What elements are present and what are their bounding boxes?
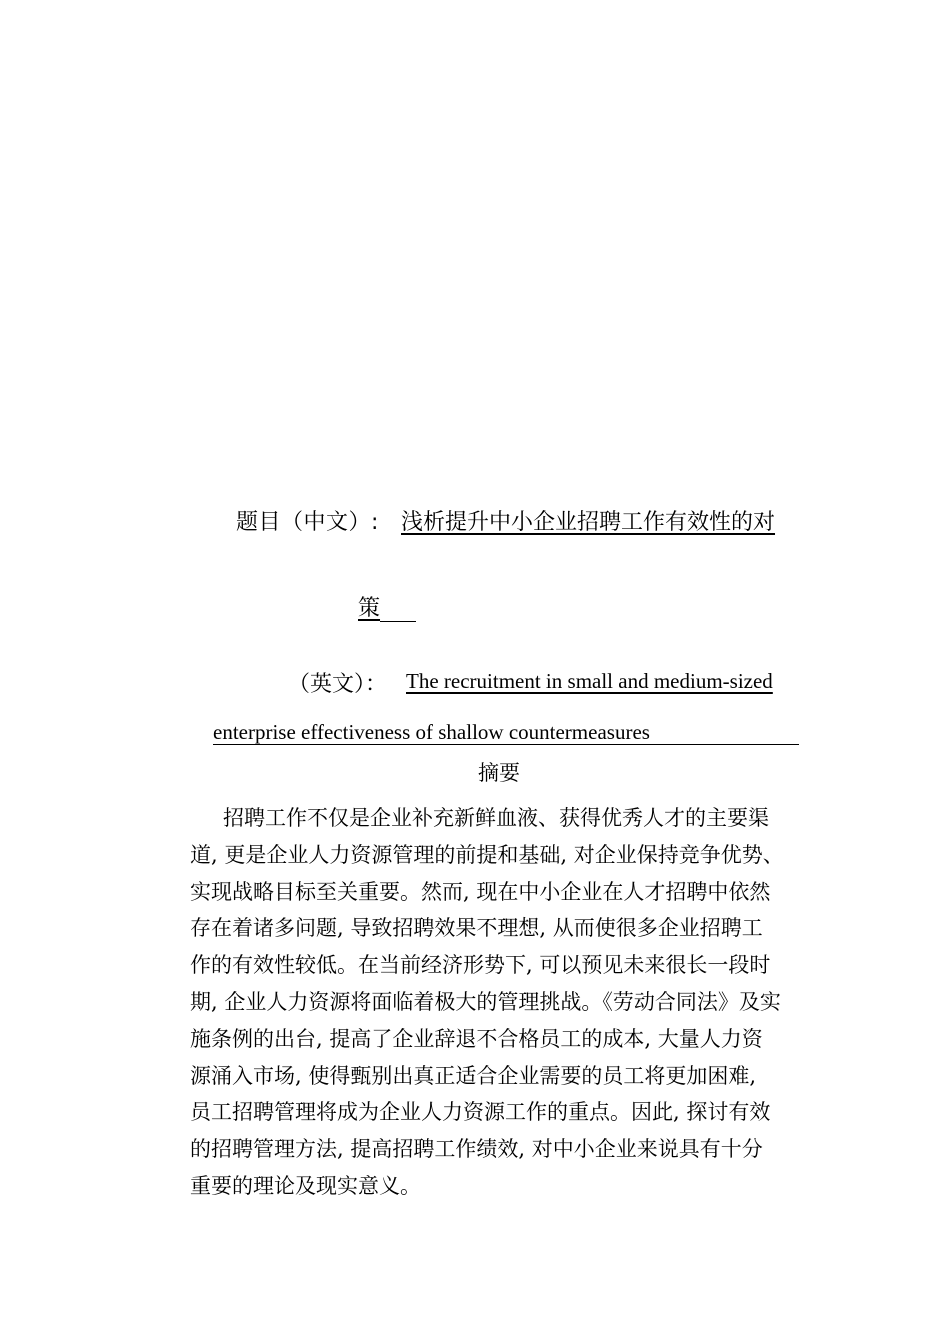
abstract-line: 的招聘管理方法, 提高招聘工作绩效, 对中小企业来说具有十分 xyxy=(190,1137,763,1162)
title-cn-line2 xyxy=(358,591,416,622)
abstract-line: 存在着诸多问题, 导致招聘效果不理想, 从而使很多企业招聘工 xyxy=(190,916,763,941)
abstract-body xyxy=(190,800,810,1205)
title-cn-line1: 浅析提升中小企业招聘工作有效性的对 xyxy=(401,510,776,535)
abstract-line: 施条例的出台, 提高了企业辞退不合格员工的成本, 大量人力资 xyxy=(190,1026,763,1051)
abstract-line: 实现战略目标至关重要。然而, 现在中小企业在人才招聘中依然 xyxy=(190,879,771,904)
title-en-underline xyxy=(213,744,799,745)
abstract-line: 招聘工作不仅是企业补充新鲜血液、获得优秀人才的主要渠 xyxy=(223,806,769,830)
abstract-line: 员工招聘管理将成为企业人力资源工作的重点。因此, 探讨有效 xyxy=(190,1100,771,1125)
title-cn-label: 题目（中文）: xyxy=(236,510,379,535)
abstract-line: 道, 更是企业人力资源管理的前提和基础, 对企业保持竞争优势、 xyxy=(190,842,784,867)
abstract-line: 重要的理论及现实意义。 xyxy=(190,1173,421,1198)
abstract-line: 作的有效性较低。在当前经济形势下, 可以预见未来很长一段时 xyxy=(190,953,771,978)
title-cn-underline-pad xyxy=(380,599,416,622)
title-en-label: （英文）： xyxy=(288,672,388,697)
abstract-line: 源涌入市场, 使得甄别出真正适合企业需要的员工将更加困难, xyxy=(190,1063,757,1088)
abstract-heading: 摘要 xyxy=(478,761,520,785)
title-cn-line2-text: 策 xyxy=(358,596,381,621)
title-en-line1: The recruitment in small and medium-sized xyxy=(406,669,773,693)
title-en-line2: enterprise effectiveness of shallow countermeasures xyxy=(213,720,650,744)
abstract-line: 期, 企业人力资源将面临着极大的管理挑战。《劳动合同法》及实 xyxy=(190,989,781,1014)
